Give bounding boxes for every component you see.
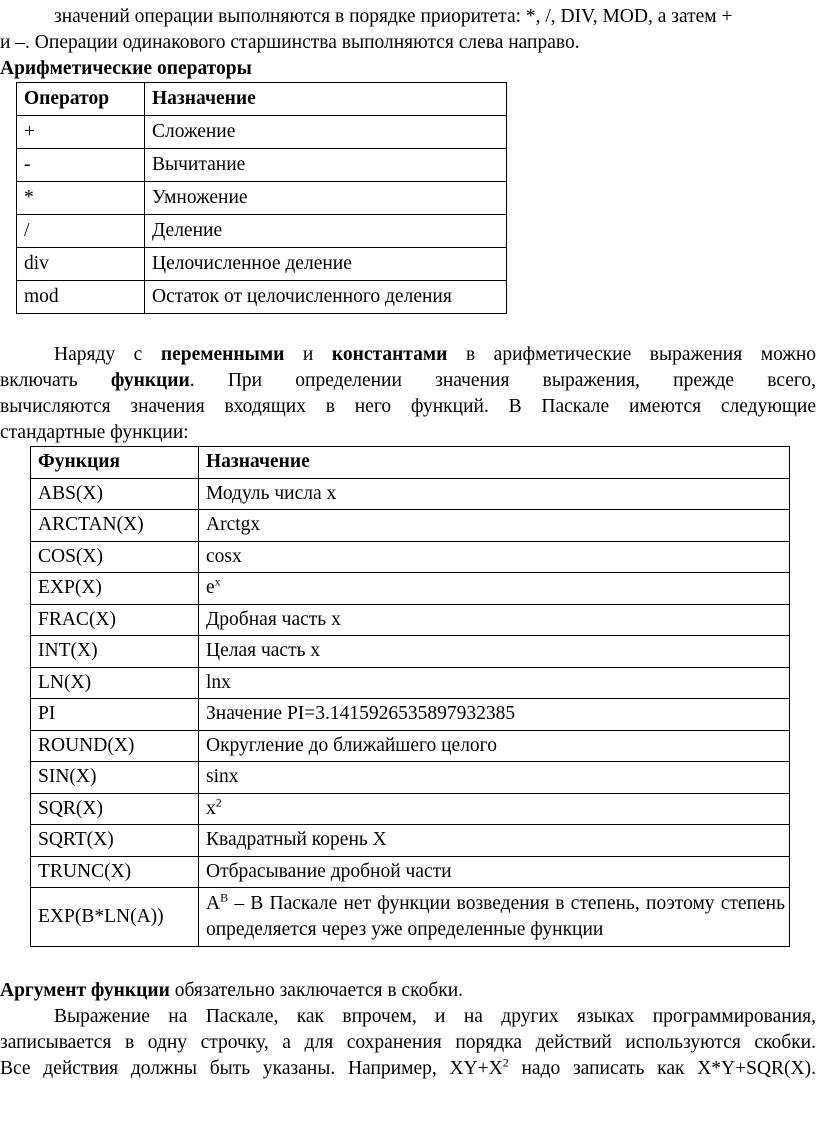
operator-cell: mod (17, 281, 145, 314)
function-cell: SQRT(X) (31, 825, 199, 857)
table-row (31, 856, 790, 888)
table-row (17, 281, 507, 314)
function-cell: TRUNC(X) (31, 856, 199, 888)
purpose-cell: Дробная часть x (199, 604, 790, 636)
purpose-cell: $A^B$ – В Паскале нет функции возведения в степень, поэтому степень определяется через уже определенные функции (199, 888, 790, 947)
table-row (31, 636, 790, 668)
para-line-4: стандартные функции: (0, 422, 189, 443)
purpose-cell: Деление (145, 215, 507, 248)
table-row (17, 215, 507, 248)
purpose-cell: Квадратный корень X (199, 825, 790, 857)
header-purpose: Назначение (199, 447, 790, 479)
table-row (31, 762, 790, 794)
operator-cell: div (17, 248, 145, 281)
operator-cell: / (17, 215, 145, 248)
function-cell: EXP(B*LN(A)) (31, 888, 199, 947)
para-line-3: вычисляются значения входящих в него функций. В Паскале имеются следующие (0, 396, 816, 417)
purpose-cell: Сложение (145, 116, 507, 149)
purpose-cell: $x^2$ (199, 793, 790, 825)
purpose-cell: Умножение (145, 182, 507, 215)
function-cell: INT(X) (31, 636, 199, 668)
function-cell: ARCTAN(X) (31, 510, 199, 542)
function-cell: LN(X) (31, 667, 199, 699)
table-row (31, 541, 790, 573)
purpose-cell: Целая часть x (199, 636, 790, 668)
operator-cell: - (17, 149, 145, 182)
outro-line-1: Аргумент функции обязательно заключается в скобки. (0, 980, 464, 1001)
purpose-cell: lnx (199, 667, 790, 699)
function-cell: PI (31, 699, 199, 731)
outro-line-4: Все действия должны быть указаны. Например, $XY+X^2$ надо записать как X*Y+SQR(X). (0, 1055, 816, 1079)
table-row (31, 667, 790, 699)
table-row (17, 149, 507, 182)
function-cell: EXP(X) (31, 573, 199, 605)
header-operator: Оператор (17, 83, 145, 116)
purpose-cell: cosx (199, 541, 790, 573)
purpose-cell: $e^x$ (199, 573, 790, 605)
table-row (31, 888, 790, 947)
para-line-1: Наряду с переменными и константами в арифметические выражения можно (54, 344, 816, 365)
para-line-2: включать функции. При определении значения выражения, прежде всего, (0, 370, 816, 391)
function-cell: FRAC(X) (31, 604, 199, 636)
table-row (31, 604, 790, 636)
header-purpose: Назначение (145, 83, 507, 116)
purpose-cell: Округление до ближайшего целого (199, 730, 790, 762)
table-row (31, 478, 790, 510)
table-row (31, 699, 790, 731)
intro-line-1: значений операции выполняются в порядке приоритета: *, /, DIV, MOD, а затем + (54, 6, 733, 27)
function-cell: SQR(X) (31, 793, 199, 825)
arith-operators-table (16, 82, 507, 314)
purpose-cell: sinx (199, 762, 790, 794)
purpose-cell: Целочисленное деление (145, 248, 507, 281)
standard-functions-table (30, 446, 790, 947)
table-row (31, 510, 790, 542)
table-header-row (17, 83, 507, 116)
purpose-cell: Значение PI=3.1415926535897932385 (199, 699, 790, 731)
intro-line-2: и –. Операции одинакового старшинства выполняются слева направо. (0, 32, 580, 53)
table-row (31, 793, 790, 825)
outro-line-2: Выражение на Паскале, как впрочем, и на других языках программирования, (54, 1006, 816, 1027)
outro-line-3: записывается в одну строчку, а для сохранения порядка действий используются скобки. (0, 1032, 816, 1053)
purpose-cell: Модуль числа x (199, 478, 790, 510)
header-function: Функция (31, 447, 199, 479)
function-cell: ROUND(X) (31, 730, 199, 762)
function-cell: ABS(X) (31, 478, 199, 510)
purpose-cell: Отбрасывание дробной части (199, 856, 790, 888)
operator-cell: * (17, 182, 145, 215)
purpose-cell: Остаток от целочисленного деления (145, 281, 507, 314)
purpose-cell: Вычитание (145, 149, 507, 182)
table-row (31, 573, 790, 605)
table-row (17, 182, 507, 215)
function-cell: SIN(X) (31, 762, 199, 794)
table-row (17, 116, 507, 149)
function-cell: COS(X) (31, 541, 199, 573)
table-row (31, 825, 790, 857)
table-row (17, 248, 507, 281)
table-row (31, 730, 790, 762)
operator-cell: + (17, 116, 145, 149)
purpose-cell: Arctgx (199, 510, 790, 542)
table-header-row (31, 447, 790, 479)
arith-heading: Арифметические операторы (0, 58, 252, 79)
